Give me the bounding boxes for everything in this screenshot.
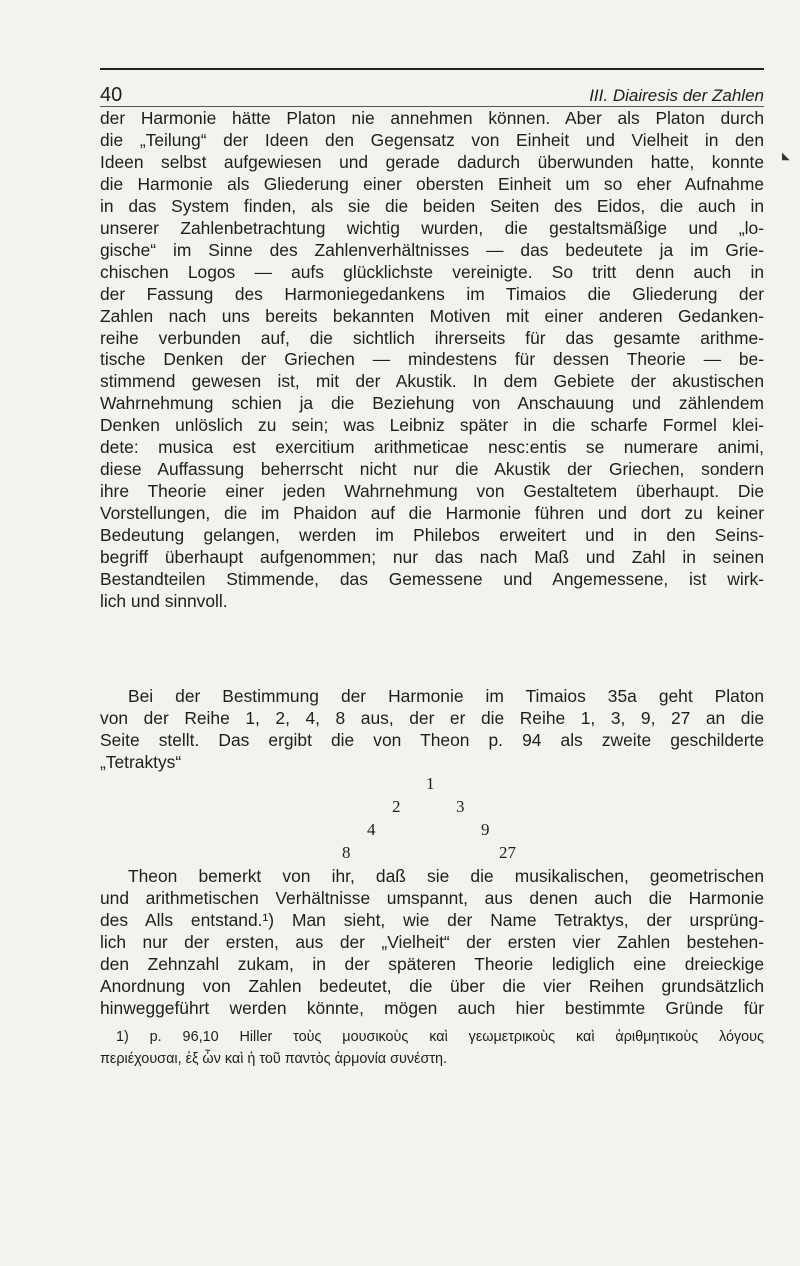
text-line: reihe verbunden auf, die sichtlich ihrerseits für das gesamte arithme-: [100, 327, 764, 348]
paragraph-3: [100, 866, 764, 1020]
margin-mark: ◣: [782, 151, 790, 162]
text-line: „Tetraktys“: [100, 751, 182, 772]
text-line: dete: musica est exercitium arithmeticae nesc:entis se numerare animi,: [100, 437, 764, 458]
footnote-line: 1) p. 96,10 Hiller τοὺς μουσικοὺς καὶ γεωμετρικοὺς καὶ ἀριθμητικοὺς λόγους: [116, 1029, 764, 1045]
text-line: gische“ im Sinne des Zahlenverhältnisses — das bedeutete ja im Grie-: [100, 239, 764, 260]
tetraktys-left-value: 4: [367, 820, 376, 839]
text-line: ihre Theorie einer jeden Wahrnehmung von Gestaltetem überhaupt. Die: [100, 481, 764, 502]
footnote: [100, 1027, 764, 1070]
text-line: von der Reihe 1, 2, 4, 8 aus, der er die Reihe 1, 3, 9, 27 an die: [100, 707, 764, 728]
text-line: unserer Zahlenbetrachtung wichtig wurden, die gestaltsmäßige und „lo-: [100, 217, 764, 238]
text-line: lich nur der ersten, aus der „Vielheit“ der ersten vier Zahlen bestehen-: [100, 931, 764, 952]
text-line: chischen Logos — aufs glücklichste vereinigte. So tritt denn auch in: [100, 261, 764, 282]
text-line: die „Teilung“ der Ideen den Gegensatz von Einheit und Vielheit in den: [100, 129, 764, 150]
text-line: die Harmonie als Gliederung einer obersten Einheit um so eher Aufnahme: [100, 173, 764, 194]
text-line: Bedeutung gelangen, werden im Philebos erweitert und in den Seins-: [100, 525, 764, 546]
text-line: Theon bemerkt von ihr, daß sie die musikalischen, geometrischen: [128, 866, 764, 886]
text-line: lich und sinnvoll.: [100, 590, 228, 611]
text-line: stimmend gewesen ist, mit der Akustik. In dem Gebiete der akustischen: [100, 371, 764, 392]
tetraktys-right-value: 3: [456, 797, 465, 816]
text-line: Zahlen nach uns bereits bekannten Motiven mit einer anderen Gedanken-: [100, 305, 764, 326]
text-line: des Alls entstand.¹) Man sieht, wie der Name Tetraktys, der ursprüng-: [100, 909, 764, 930]
text-line: Bei der Bestimmung der Harmonie im Timaios 35a geht Platon: [128, 686, 764, 706]
running-head: III. Diairesis der Zahlen: [589, 86, 764, 105]
text-line: Bestandteilen Stimmende, das Gemessene und Angemessene, ist wirk-: [100, 569, 764, 590]
text-line: Ideen selbst aufgewiesen und gerade dadurch überwunden hatte, konnte: [100, 151, 764, 172]
text-line: diese Auffassung beherrscht nicht nur die Akustik der Griechen, sondern: [100, 459, 764, 480]
paragraph-2: [100, 686, 764, 774]
text-line: der Harmonie hätte Platon nie annehmen können. Aber als Platon durch: [100, 108, 764, 128]
tetraktys-left-value: 8: [342, 843, 351, 862]
text-line: tische Denken der Griechen — mindestens für dessen Theorie — be-: [100, 349, 764, 370]
text-line: Wahrnehmung schien ja die Beziehung von Anschauung und zählendem: [100, 393, 764, 414]
text-line: Vorstellungen, die im Phaidon auf die Harmonie führen und dort zu keiner: [100, 503, 764, 524]
text-line: in das System finden, als sie die beiden Seiten des Eidos, die auch in: [100, 195, 764, 216]
text-line: und arithmetischen Verhältnisse umspannt, aus denen auch die Harmonie: [100, 887, 764, 908]
text-line: begriff überhaupt aufgenommen; nur das nach Maß und Zahl in seinen: [100, 547, 764, 568]
text-line: hinweggeführt werden könnte, mögen auch hier bestimmte Gründe für: [100, 997, 764, 1018]
paragraph-1: [100, 108, 764, 613]
text-line: der Fassung des Harmoniegedankens im Timaios die Gliederung der: [100, 283, 764, 304]
tetraktys-right-value: 27: [499, 843, 516, 862]
text-line: den Zehnzahl zukam, in der späteren Theorie lediglich eine dreieckige: [100, 953, 764, 974]
footnote-line: περιέχουσαι, ἐξ ὧν καὶ ἡ τοῦ παντὸς ἁρμονία συνέστη.: [100, 1050, 448, 1067]
text-line: Seite stellt. Das ergibt die von Theon p. 94 als zweite geschilderte: [100, 729, 764, 750]
page-number: 40: [100, 84, 123, 106]
text-line: Denken unlöslich zu sein; was Leibniz später in die scharfe Formel klei-: [100, 415, 764, 436]
tetraktys-right-value: 9: [481, 820, 490, 839]
text-line: Anordnung von Zahlen bedeutet, die über die vier Reihen grundsätzlich: [100, 975, 764, 996]
tetraktys-apex: 1: [426, 774, 435, 793]
tetraktys-left-value: 2: [392, 797, 401, 816]
